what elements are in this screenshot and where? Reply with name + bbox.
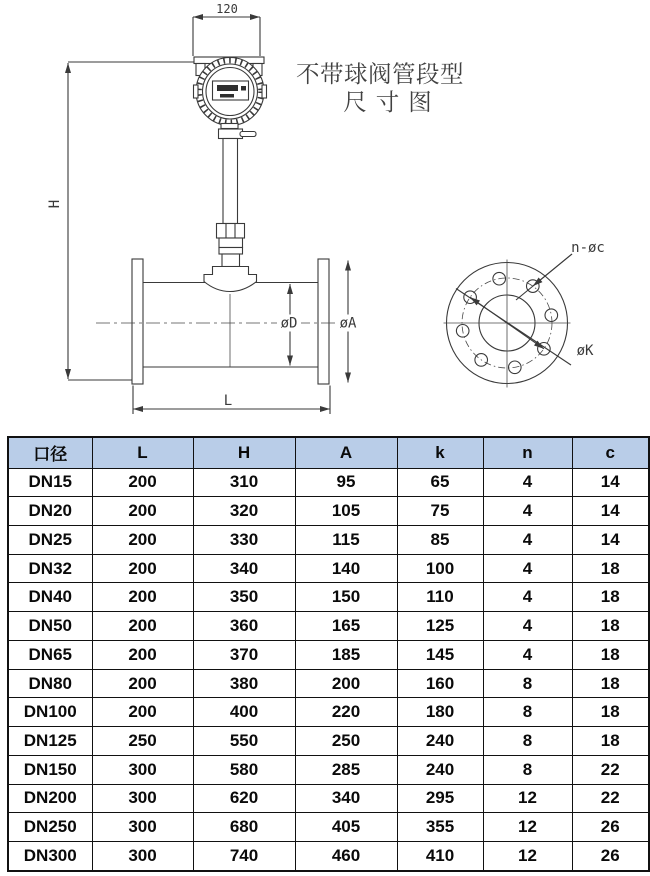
dimension-cell: 400 [193,698,295,727]
dimension-cell: 18 [572,640,649,669]
header-diameter: 口径 [8,437,92,468]
sensor-boss [204,267,257,292]
dimension-cell: 550 [193,727,295,756]
bolt-holes-label: n-øc [571,240,605,256]
dimension-cell: 360 [193,612,295,641]
height-label: H [47,199,63,209]
table-row [8,612,649,641]
row-diameter-cell: DN50 [8,612,92,641]
dimension-cell: 18 [572,554,649,583]
dimension-cell: 740 [193,842,295,871]
row-diameter-cell: DN100 [8,698,92,727]
table-row [8,784,649,813]
table-row [8,525,649,554]
dimension-cell: 295 [397,784,483,813]
dimension-cell: 18 [572,727,649,756]
header-k: k [397,437,483,468]
header-A: A [295,437,397,468]
dimension-cell: 26 [572,813,649,842]
dimension-cell: 200 [92,612,193,641]
dimension-cell: 355 [397,813,483,842]
table-row [8,842,649,871]
dimension-length [133,386,330,415]
title-line2: 尺寸图 [343,89,441,115]
table-row [8,813,649,842]
dimension-cell: 14 [572,497,649,526]
table-row [8,583,649,612]
dimension-cell: 620 [193,784,295,813]
dimension-cell: 220 [295,698,397,727]
dimension-cell: 300 [92,813,193,842]
dimension-cell: 150 [295,583,397,612]
dimension-cell: 380 [193,669,295,698]
dimension-height [47,62,196,380]
header-H: H [193,437,295,468]
header-n: n [483,437,572,468]
row-diameter-cell: DN150 [8,755,92,784]
dimension-cell: 250 [92,727,193,756]
table-row [8,755,649,784]
dimension-cell: 285 [295,755,397,784]
dimension-cell: 310 [193,468,295,497]
dimension-cell: 200 [92,583,193,612]
row-diameter-cell: DN125 [8,727,92,756]
dimension-cell: 200 [295,669,397,698]
dimension-cell: 200 [92,554,193,583]
table-row [8,468,649,497]
dimension-cell: 250 [295,727,397,756]
dimension-cell: 75 [397,497,483,526]
flange-view [444,240,605,388]
dimension-cell: 8 [483,669,572,698]
dimension-cell: 160 [397,669,483,698]
row-diameter-cell: DN250 [8,813,92,842]
dimension-cell: 105 [295,497,397,526]
dimension-cell: 115 [295,525,397,554]
dimension-cell: 4 [483,554,572,583]
dimension-cell: 185 [295,640,397,669]
meter-stem [217,129,257,267]
dimension-cell: 320 [193,497,295,526]
dimension-cell: 4 [483,612,572,641]
inner-diameter-label: øD [280,315,298,332]
dimension-cell: 18 [572,669,649,698]
table-row [8,669,649,698]
dimension-cell: 300 [92,755,193,784]
row-diameter-cell: DN32 [8,554,92,583]
dimension-cell: 18 [572,583,649,612]
header-L: L [92,437,193,468]
dimension-cell: 22 [572,755,649,784]
dimension-cell: 110 [397,583,483,612]
dimension-cell: 95 [295,468,397,497]
dimension-drawing [0,0,650,437]
dimension-cell: 18 [572,698,649,727]
dimension-cell: 26 [572,842,649,871]
dimension-cell: 100 [397,554,483,583]
dimension-cell: 200 [92,497,193,526]
dimension-cell: 300 [92,842,193,871]
dimension-cell: 200 [92,640,193,669]
row-diameter-cell: DN65 [8,640,92,669]
table-row [8,497,649,526]
dimension-cell: 300 [92,784,193,813]
dimension-cell: 14 [572,468,649,497]
dimension-cell: 18 [572,612,649,641]
drawing-title [296,61,464,115]
table-row [8,554,649,583]
dimension-cell: 340 [295,784,397,813]
dimension-cell: 8 [483,698,572,727]
meter-body [96,259,362,384]
table-row [8,727,649,756]
row-diameter-cell: DN15 [8,468,92,497]
dimension-cell: 200 [92,698,193,727]
dimension-cell: 180 [397,698,483,727]
length-label: L [223,393,233,409]
dimension-cell: 240 [397,727,483,756]
row-diameter-cell: DN200 [8,784,92,813]
dimension-cell: 370 [193,640,295,669]
dimension-cell: 410 [397,842,483,871]
dimension-cell: 4 [483,497,572,526]
dimension-cell: 240 [397,755,483,784]
dimension-cell: 8 [483,755,572,784]
dimension-cell: 4 [483,468,572,497]
dimension-cell: 85 [397,525,483,554]
dimension-cell: 4 [483,640,572,669]
dimension-cell: 140 [295,554,397,583]
dimension-cell: 580 [193,755,295,784]
dimension-cell: 680 [193,813,295,842]
dimension-cell: 14 [572,525,649,554]
meter-head [194,57,267,129]
dimension-cell: 22 [572,784,649,813]
dimension-inner-diameter [277,284,301,366]
dimension-top-width [193,2,260,56]
row-diameter-cell: DN25 [8,525,92,554]
dimension-cell: 200 [92,669,193,698]
dimension-cell: 200 [92,468,193,497]
dimension-flange-diameter [336,261,360,383]
dimension-cell: 165 [295,612,397,641]
table-header-row [8,437,649,468]
dimension-cell: 12 [483,784,572,813]
dimension-table [7,436,650,872]
dimension-cell: 12 [483,813,572,842]
row-diameter-cell: DN20 [8,497,92,526]
table-row [8,640,649,669]
top-width-label: 120 [216,2,238,16]
dimension-cell: 460 [295,842,397,871]
dimension-cell: 340 [193,554,295,583]
dimension-cell: 330 [193,525,295,554]
row-diameter-cell: DN300 [8,842,92,871]
bolt-circle-label: øK [576,343,594,359]
dimension-cell: 350 [193,583,295,612]
row-diameter-cell: DN80 [8,669,92,698]
title-line1: 不带球阀管段型 [296,61,464,87]
dimension-cell: 125 [397,612,483,641]
row-diameter-cell: DN40 [8,583,92,612]
dimension-cell: 405 [295,813,397,842]
dimension-cell: 12 [483,842,572,871]
dimension-cell: 200 [92,525,193,554]
flange-diameter-label: øA [339,315,357,332]
dimension-cell: 145 [397,640,483,669]
header-c: c [572,437,649,468]
dimension-cell: 8 [483,727,572,756]
dimension-cell: 4 [483,525,572,554]
dimension-cell: 4 [483,583,572,612]
dimension-cell: 65 [397,468,483,497]
table-row [8,698,649,727]
